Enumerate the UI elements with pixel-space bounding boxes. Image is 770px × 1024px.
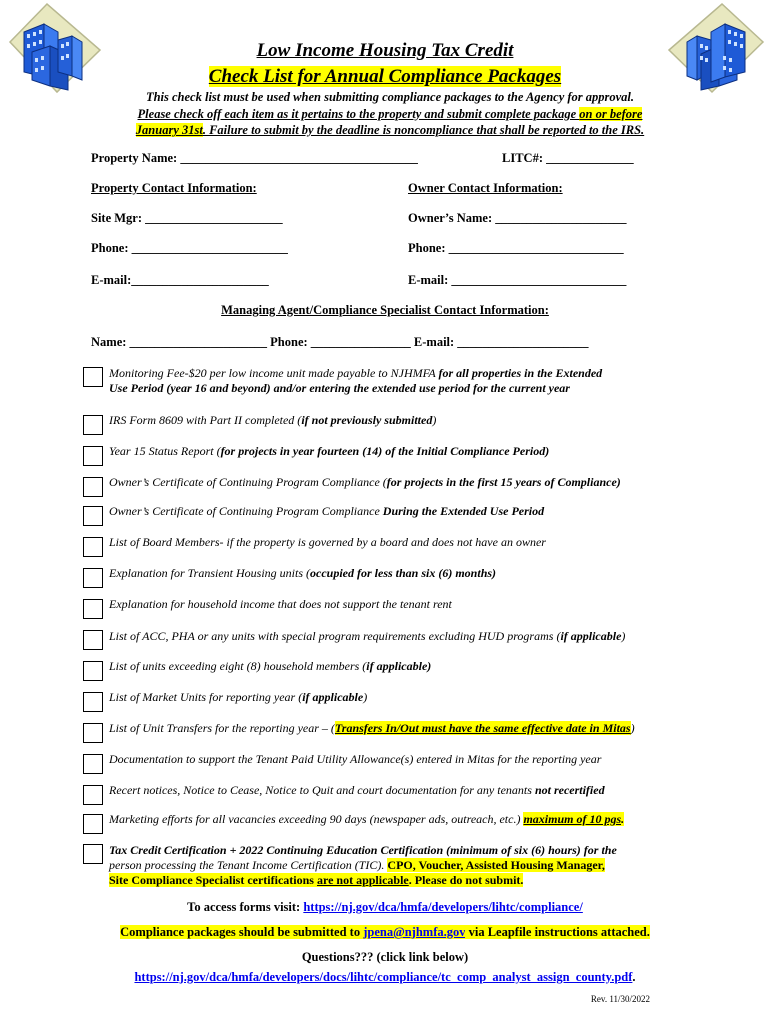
item-15-tail: .	[621, 812, 625, 826]
checklist-checkbox-15[interactable]	[83, 814, 103, 834]
page-title: Low Income Housing Tax Credit	[256, 40, 514, 61]
item-16-line-3-text: Site Compliance Specialist certifications	[109, 873, 317, 887]
intro-line-3	[95, 122, 685, 139]
intro-line-2-text: Please check off each item as it pertains to the property and submit complete package	[137, 106, 580, 121]
item-3-emphasis: for projects in year fourteen (14) of the Initial Compliance Period)	[220, 444, 550, 458]
page-subtitle	[0, 66, 770, 88]
item-16-line-1: Tax Credit Certification + 2022 Continuing Education Certification (minimum of six (6) hours) for the	[109, 843, 617, 857]
checklist-checkbox-16[interactable]	[83, 844, 103, 864]
checklist-checkbox-9[interactable]	[83, 630, 103, 650]
checklist-checkbox-8[interactable]	[83, 599, 103, 619]
intro-line-3-text: . Failure to submit by the deadline is noncompliance that shall be reported to the IRS.	[202, 123, 645, 137]
analyst-assignment-link[interactable]: https://nj.gov/dca/hmfa/developers/docs/lihtc/compliance/tc_comp_analyst_assign_county.pdf	[134, 970, 633, 984]
item-12-text: List of Unit Transfers for the reporting year – (	[109, 721, 335, 735]
checklist-checkbox-11[interactable]	[83, 692, 103, 712]
owner-email-field[interactable]: E-mail: ____________________________	[408, 273, 627, 287]
submission-line	[0, 925, 770, 940]
item-2-tail: )	[432, 413, 437, 427]
item-7-emphasis: occupied for less than six (6) months)	[310, 566, 497, 580]
checklist-checkbox-4[interactable]	[83, 477, 103, 497]
item-4-emphasis: for projects in the first 15 years of Compliance)	[386, 475, 621, 489]
item-2-emphasis: if not previously submitted	[301, 413, 433, 427]
checklist-item-10	[109, 659, 431, 674]
item-10-text: List of units exceeding eight (8) household members (	[109, 659, 367, 673]
revision-date: Rev. 11/30/2022	[590, 994, 650, 1004]
submission-email-link[interactable]: jpena@njhmfa.gov	[363, 925, 466, 939]
checklist-item-6	[109, 535, 546, 550]
checklist-checkbox-1[interactable]	[83, 367, 103, 387]
checklist-checkbox-10[interactable]	[83, 661, 103, 681]
deadline-highlight-1: on or before	[579, 106, 643, 121]
owner-phone-field[interactable]: Phone: ____________________________	[408, 241, 624, 255]
checklist-item-2	[109, 413, 436, 428]
item-2-text: IRS Form 8609 with Part II completed (	[109, 413, 302, 427]
item-5-emphasis: During the Extended Use Period	[382, 504, 545, 518]
site-manager-field[interactable]: Site Mgr: ______________________	[91, 211, 283, 225]
owner-contact-heading: Owner Contact Information:	[408, 181, 563, 195]
submission-text: Compliance packages should be submitted to	[120, 925, 364, 939]
checklist-checkbox-5[interactable]	[83, 506, 103, 526]
submission-tail: via Leapfile instructions attached.	[465, 925, 650, 939]
checklist-item-13	[109, 752, 601, 767]
item-16-not-applicable: are not applicable	[316, 873, 409, 887]
agent-contact-fields[interactable]: Name: ______________________ Phone: ________________ E-mail: _____________________	[91, 335, 589, 349]
checklist-checkbox-2[interactable]	[83, 415, 103, 435]
subtitle-text: Check List for Annual Compliance Packages	[208, 66, 562, 87]
item-16-line-2-text: person processing the Tenant Income Certification (TIC).	[109, 858, 388, 872]
item-16-line-2-emphasis: CPO, Voucher, Assisted Housing Manager,	[387, 858, 605, 872]
item-3-text: Year 15 Status Report (	[109, 444, 221, 458]
checklist-checkbox-12[interactable]	[83, 723, 103, 743]
questions-line: Questions??? (click link below)	[301, 950, 469, 964]
property-email-field[interactable]: E-mail:______________________	[91, 273, 269, 287]
checklist-item-1	[109, 366, 602, 396]
item-16-line-3-tail: . Please do not submit.	[408, 873, 524, 887]
checklist-item-15	[109, 812, 624, 827]
checklist-checkbox-6[interactable]	[83, 537, 103, 557]
item-1-line-2: Use Period (year 16 and beyond) and/or entering the extended use period for the current year	[109, 381, 570, 395]
checklist-item-11	[109, 690, 367, 705]
item-10-emphasis: if applicable)	[366, 659, 432, 673]
item-15-text: Marketing efforts for all vacancies exceeding 90 days (newspaper ads, outreach, etc.)	[109, 812, 524, 826]
item-14-text: Recert notices, Notice to Cease, Notice to Quit and court documentation for any tenants	[109, 783, 535, 797]
agent-contact-heading: Managing Agent/Compliance Specialist Contact Information:	[221, 303, 549, 317]
item-14-emphasis: not recertified	[534, 783, 605, 797]
litc-number-field[interactable]: LITC#: ______________	[502, 151, 634, 165]
checklist-checkbox-13[interactable]	[83, 754, 103, 774]
questions-link-period: .	[632, 970, 636, 984]
checklist-item-12	[109, 721, 635, 736]
item-13-text: Documentation to support the Tenant Paid Utility Allowance(s) entered in Mitas for the reporting year	[109, 752, 602, 766]
intro-line-1: This check list must be used when submitting compliance packages to the Agency for approval.	[145, 90, 635, 104]
forms-access-line	[0, 900, 770, 915]
forms-label: To access forms visit:	[187, 900, 304, 914]
item-5-text: Owner’s Certificate of Continuing Program Compliance	[109, 504, 383, 518]
owner-name-field[interactable]: Owner’s Name: _____________________	[408, 211, 627, 225]
item-4-text: Owner’s Certificate of Continuing Program Compliance (	[109, 475, 387, 489]
intro-line-2	[95, 106, 685, 123]
item-1-emphasis: for all properties in the Extended	[438, 366, 603, 380]
checklist-item-16	[109, 843, 617, 888]
item-15-emphasis: maximum of 10 pgs	[523, 812, 622, 826]
item-7-text: Explanation for Transient Housing units (	[109, 566, 311, 580]
item-8-text: Explanation for household income that does not support the tenant rent	[109, 597, 452, 611]
item-9-tail: )	[621, 629, 626, 643]
checklist-item-7	[109, 566, 496, 581]
intro-paragraph	[95, 89, 685, 139]
forms-link[interactable]: https://nj.gov/dca/hmfa/developers/lihtc/compliance/	[303, 900, 583, 914]
deadline-highlight-2: January 31st	[135, 123, 203, 137]
item-9-emphasis: if applicable	[560, 629, 622, 643]
checklist-checkbox-14[interactable]	[83, 785, 103, 805]
property-name-field[interactable]: Property Name: ______________________________________	[91, 151, 418, 165]
item-9-text: List of ACC, PHA or any units with special program requirements excluding HUD programs (	[109, 629, 561, 643]
item-1-text: Monitoring Fee-$20 per low income unit made payable to NJHMFA	[109, 366, 439, 380]
item-11-text: List of Market Units for reporting year (	[109, 690, 303, 704]
checklist-checkbox-7[interactable]	[83, 568, 103, 588]
item-11-emphasis: if applicable	[302, 690, 364, 704]
checklist-item-9	[109, 629, 625, 644]
item-11-tail: )	[363, 690, 368, 704]
checklist-item-4	[109, 475, 621, 490]
property-phone-field[interactable]: Phone: _________________________	[91, 241, 288, 255]
item-6-text: List of Board Members- if the property is governed by a board and does not have an owner	[109, 535, 546, 549]
item-12-tail: )	[630, 721, 635, 735]
property-contact-heading: Property Contact Information:	[91, 181, 257, 195]
checklist-item-8	[109, 597, 452, 612]
checklist-item-5	[109, 504, 544, 519]
checklist-checkbox-3[interactable]	[83, 446, 103, 466]
checklist-item-3	[109, 444, 549, 459]
item-12-emphasis: Transfers In/Out must have the same effective date in Mitas	[334, 721, 631, 735]
checklist-item-14	[109, 783, 605, 798]
questions-link-line	[0, 970, 770, 985]
